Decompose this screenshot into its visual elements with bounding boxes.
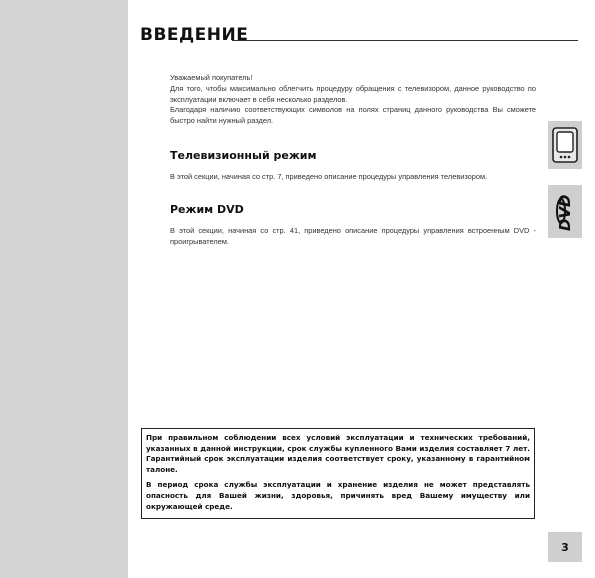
page-number-tab <box>548 532 582 562</box>
page-title: ВВЕДЕНИЕ <box>140 25 249 45</box>
title-rule <box>232 40 578 41</box>
intro-block <box>170 73 536 127</box>
tv-icon <box>552 127 578 168</box>
intro-paragraph-symbols: Благодаря наличию соответствующих символов на полях страниц данного руководства Вы сможете быстро найти нужный раздел. <box>170 105 536 126</box>
left-margin-band <box>0 0 128 578</box>
warranty-notice-box <box>141 428 535 519</box>
tv-section-tab <box>548 121 582 169</box>
page-number: 3 <box>561 540 569 554</box>
notice-paragraph-safety: В период срока службы эксплуатации и хранение изделия не может представлять опасность для Вашей жизни, здоровья, причинять вред Вашему имуществу или окружающей среде. <box>146 480 530 511</box>
section-text-dvd: В этой секции, начиная со стр. 41, приведено описание процедуры управления встроенным DVD - проигрывателем. <box>170 226 536 246</box>
dvd-logo-text: DVD <box>556 194 574 231</box>
notice-paragraph-lifetime: При правильном соблюдении всех условий эксплуатации и технических требований, указанных в данной инструкции, срок службы купленного Вами изделия составляет 7 лет. Гарантийный срок эксплуатации изделия соответствует сроку, указанному в гарантийном талоне. <box>146 433 530 474</box>
section-title-tv: Телевизионный режим <box>170 149 317 162</box>
dvd-logo-icon <box>554 189 576 239</box>
section-title-dvd: Режим DVD <box>170 203 244 216</box>
intro-greeting: Уважаемый покупатель! <box>170 73 253 82</box>
intro-paragraph: Для того, чтобы максимально облегчить процедуру обращения с телевизором, данное руководство по эксплуатации включает в себя несколько разделов. <box>170 83 536 104</box>
dvd-section-tab <box>548 185 582 238</box>
section-text-tv: В этой секции, начиная со стр. 7, приведено описание процедуры управления телевизором. <box>170 172 488 181</box>
